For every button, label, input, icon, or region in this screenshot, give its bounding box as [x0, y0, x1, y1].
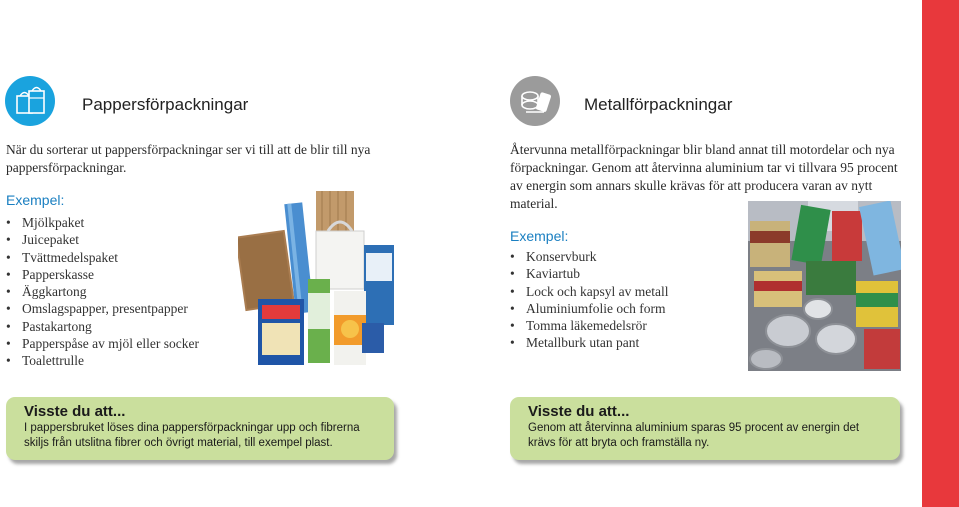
fact-text: I pappersbruket löses dina pappersförpackningar upp och fibrerna skiljs från utslitna fibrer och övrigt material, till exempel plast. — [24, 422, 360, 449]
red-side-bar — [922, 0, 959, 507]
paper-fact-box — [6, 397, 394, 460]
list-item: • Kaviartub — [510, 265, 668, 282]
metal-intro-text: Återvunna metallförpackningar blir bland annat till motordelar och nya förpackningar. Genom att återvinna aluminium tar vi tillvara 95 procent av energin som annars skulle krävas för att producera varan av nytt material. — [510, 142, 898, 211]
list-item: • Mjölkpaket — [6, 214, 199, 231]
metal-example-list — [510, 248, 668, 352]
list-item: • Papperspåse av mjöl eller socker — [6, 335, 199, 352]
list-item: • Toalettrulle — [6, 352, 199, 369]
list-item: • Juicepaket — [6, 231, 199, 248]
metal-cans-icon — [510, 76, 560, 126]
list-item: • Aluminiumfolie och form — [510, 300, 668, 317]
list-item: • Omslagspapper, presentpapper — [6, 300, 199, 317]
paper-packaging-photo — [238, 183, 400, 370]
list-item: • Metallburk utan pant — [510, 334, 668, 351]
paper-bags-icon — [5, 76, 55, 126]
paper-section-title: Pappersförpackningar — [82, 95, 249, 114]
list-item: • Papperskasse — [6, 266, 199, 283]
paper-example-label: Exempel: — [6, 192, 65, 208]
paper-example-list — [6, 214, 199, 370]
metal-fact-box — [510, 397, 900, 460]
list-item: • Pastakartong — [6, 318, 199, 335]
fact-title: Visste du att... — [528, 403, 630, 420]
fact-text: Genom att återvinna aluminium sparas 95 procent av energin det krävs för att bryta och framställa ny. — [528, 422, 860, 449]
list-item: • Konservburk — [510, 248, 668, 265]
metal-section-title: Metallförpackningar — [584, 95, 733, 114]
metal-cans-photo — [748, 201, 901, 371]
list-item: • Tomma läkemedelsrör — [510, 317, 668, 334]
paper-intro-text: När du sorterar ut pappersförpackningar ser vi till att de blir till nya pappersförpackningar. — [6, 142, 371, 175]
list-item: • Lock och kapsyl av metall — [510, 283, 668, 300]
metal-example-label: Exempel: — [510, 228, 569, 244]
fact-title: Visste du att... — [24, 403, 126, 420]
list-item: • Tvättmedelspaket — [6, 249, 199, 266]
list-item: • Äggkartong — [6, 283, 199, 300]
